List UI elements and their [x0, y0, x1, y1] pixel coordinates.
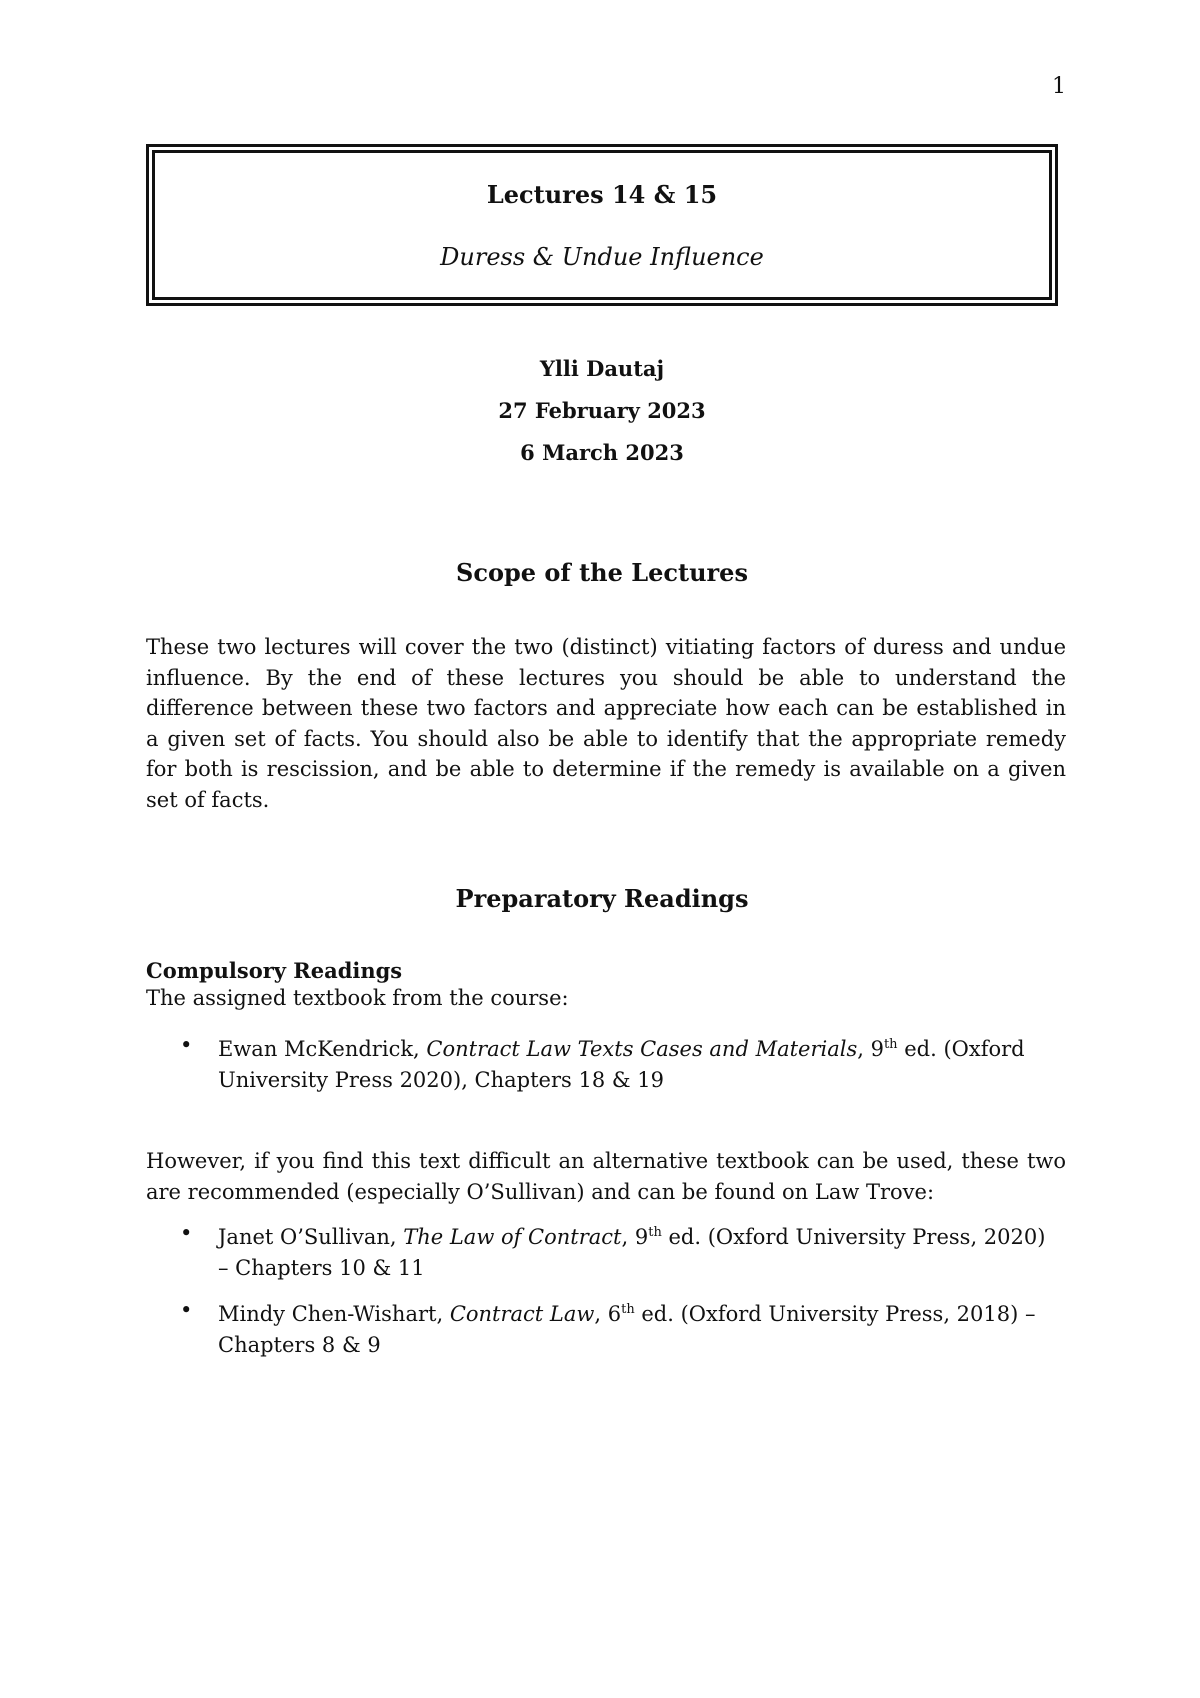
list-item [180, 1218, 1060, 1283]
reading-edition-suffix: th [883, 1037, 898, 1052]
alternative-textbooks-paragraph: However, if you find this text difficult an alternative textbook can be used, these two are recommended (especially O’Sullivan) and can be found on Law Trove: [146, 1149, 1066, 1204]
reading-title: Contract Law Texts Cases and Materials [426, 1037, 858, 1061]
reading-author: Janet O’Sullivan, [218, 1225, 404, 1249]
scope-paragraph: These two lectures will cover the two (distinct) vitiating factors of duress and undue influence. By the end of these lectures you should be able to understand the difference between these two factors and appreciate how each can be established in a given set of facts. You should also be able to identify that the appropriate remedy for both is rescission, and be able to determine if the remedy is available on a given set of facts. [146, 635, 1066, 812]
reading-title: The Law of Contract [403, 1225, 622, 1249]
reading-edition: , 9 [621, 1225, 649, 1249]
reading-edition: , 9 [857, 1037, 884, 1061]
reading-edition-suffix: th [648, 1225, 662, 1240]
bullet-icon: • [180, 1033, 193, 1057]
bullet-icon: • [180, 1221, 193, 1245]
bullet-icon: • [180, 1298, 193, 1322]
lecture-date-2: 6 March 2023 [520, 440, 684, 465]
lecture-subtitle: Duress & Undue Influence [440, 242, 764, 271]
list-item [180, 1295, 1060, 1360]
preparatory-heading: Preparatory Readings [455, 884, 749, 913]
title-box [146, 144, 1058, 306]
compulsory-readings-label: Compulsory Readings [146, 958, 403, 983]
assigned-textbook-line: The assigned textbook from the course: [146, 986, 569, 1010]
reading-author: Ewan McKendrick, [218, 1037, 427, 1061]
list-item [180, 1030, 1060, 1095]
alternative-reading-list [180, 1218, 1060, 1372]
reading-author: Mindy Chen-Wishart, [218, 1302, 450, 1326]
compulsory-reading-list [180, 1030, 1060, 1107]
reading-details: ed. (Oxford University Press, 2018) – Chapters 8 & 9 [218, 1302, 1036, 1357]
lecture-date-1: 27 February 2023 [498, 398, 706, 423]
reading-edition-suffix: th [621, 1302, 635, 1317]
reading-details: ed. (Oxford University Press 2020), Chapters 18 & 19 [218, 1037, 1025, 1092]
page-number: 1 [1052, 74, 1066, 99]
reading-edition: , 6 [594, 1302, 622, 1326]
reading-details: ed. (Oxford University Press, 2020) – Chapters 10 & 11 [218, 1225, 1046, 1280]
lecture-title: Lectures 14 & 15 [486, 179, 718, 209]
author-block [146, 348, 1058, 474]
reading-title: Contract Law [449, 1302, 595, 1326]
scope-heading: Scope of the Lectures [456, 558, 748, 587]
author-name: Ylli Dautaj [539, 356, 665, 381]
